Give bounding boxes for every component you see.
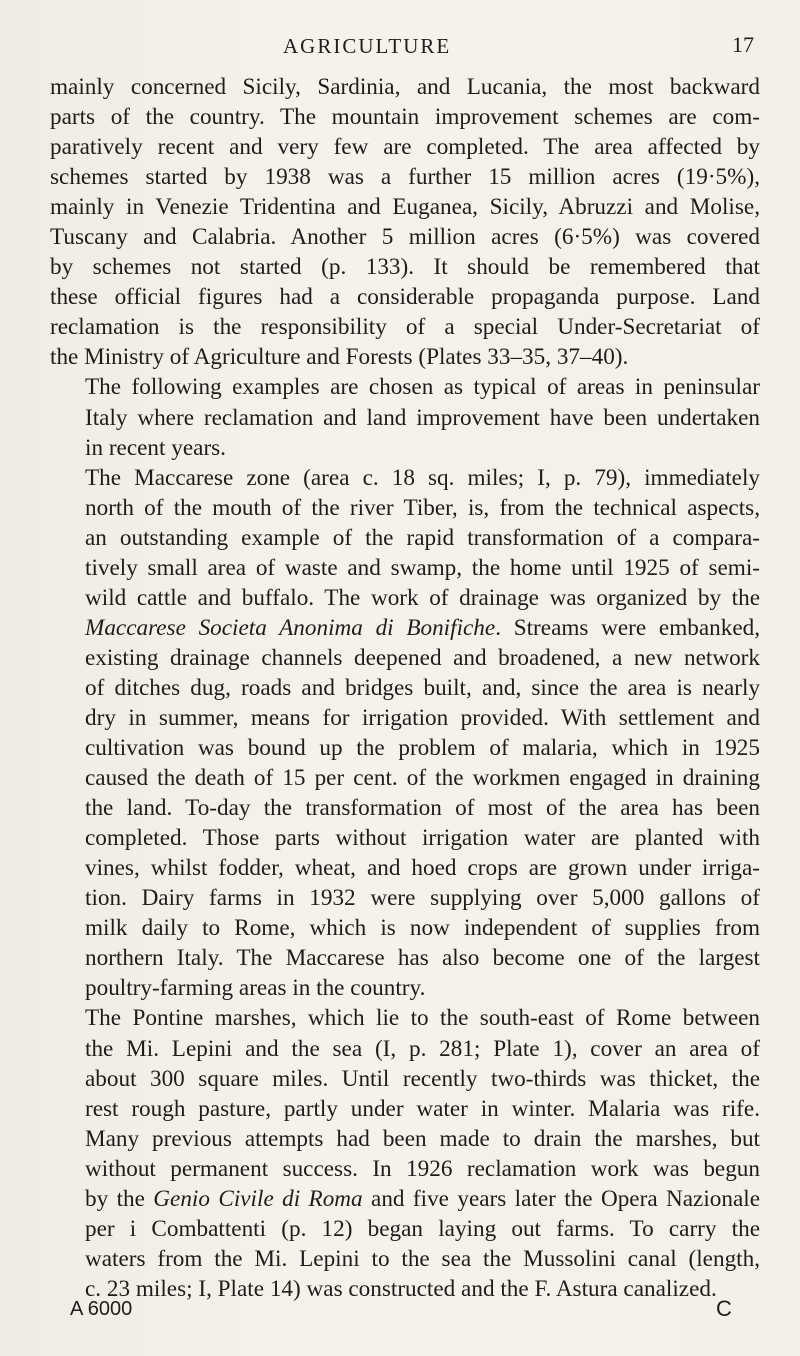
running-title: AGRICULTURE — [283, 34, 452, 58]
paragraph — [50, 1003, 760, 1303]
text-line: in recent years. — [85, 434, 226, 461]
text-line: schemes started by 1938 was a further 15 million acres (19·5%), — [50, 164, 760, 191]
text-line: cultivation was bound up the problem of malaria, which in 1925 — [85, 735, 760, 762]
paragraph — [50, 372, 760, 462]
text-line: wild cattle and buffalo. The work of drainage was organized by the — [85, 584, 760, 611]
paragraph — [50, 463, 760, 1004]
text-line: dry in summer, means for irrigation provided. With settlement and — [85, 704, 760, 731]
text-line: parts of the country. The mountain improvement schemes are com- — [50, 104, 760, 131]
text-line: caused the death of 15 per cent. of the workmen engaged in draining — [85, 765, 760, 792]
text-line: northern Italy. The Maccarese has also become one of the largest — [85, 945, 760, 972]
text-line: by schemes not started (p. 133). It should be remembered that — [50, 254, 760, 281]
text-line: tively small area of waste and swamp, the home until 1925 of semi- — [85, 554, 760, 581]
text-line: the land. To-day the transformation of most of the area has been — [85, 795, 760, 822]
text-line: the Ministry of Agriculture and Forests (Plates 33–35, 37–40). — [50, 344, 629, 371]
text-line: c. 23 miles; I, Plate 14) was constructed and the F. Astura canalized. — [85, 1275, 717, 1302]
text-line: per i Combattenti (p. 12) began laying out farms. To carry the — [85, 1215, 760, 1242]
text-line: The Maccarese zone (area c. 18 sq. miles; I, p. 79), immediately — [85, 464, 760, 491]
text-line: waters from the Mi. Lepini to the sea the Mussolini canal (length, — [85, 1245, 760, 1272]
body-text — [50, 72, 760, 1304]
text-line: Italy where reclamation and land improvement have been undertaken — [85, 404, 760, 431]
text-line: north of the mouth of the river Tiber, is, from the technical aspects, — [85, 494, 760, 521]
text-line: mainly concerned Sicily, Sardinia, and Lucania, the most backward — [50, 74, 760, 100]
text-line: an outstanding example of the rapid transformation of a compara- — [85, 524, 760, 551]
text-line: milk daily to Rome, which is now independent of supplies from — [85, 915, 760, 942]
text-line: mainly in Venezie Tridentina and Euganea, Sicily, Abruzzi and Molise, — [50, 194, 760, 221]
text-line: Tuscany and Calabria. Another 5 million acres (6·5%) was covered — [50, 224, 760, 251]
text-line: these official figures had a considerable propaganda purpose. Land — [50, 284, 760, 311]
gathering-mark: C — [716, 1296, 732, 1321]
page-number: 17 — [732, 32, 754, 57]
text-line: the Mi. Lepini and the sea (I, p. 281; Plate 1), cover an area of — [85, 1035, 760, 1062]
text-line: completed. Those parts without irrigation water are planted with — [85, 825, 760, 852]
text-line: Maccarese Societa Anonima di Bonifiche. Streams were embanked, — [85, 614, 760, 641]
text-line: rest rough pasture, partly under water in winter. Malaria was rife. — [85, 1095, 760, 1122]
text-line: The Pontine marshes, which lie to the south-east of Rome between — [85, 1005, 760, 1032]
text-line: existing drainage channels deepened and broadened, a new network — [85, 644, 760, 671]
paragraph — [50, 72, 760, 372]
text-line: about 300 square miles. Until recently two-thirds was thicket, the — [85, 1065, 760, 1092]
text-line: poultry-farming areas in the country. — [85, 975, 426, 1002]
text-line: without permanent success. In 1926 reclamation work was begun — [85, 1155, 760, 1182]
text-line: vines, whilst fodder, wheat, and hoed crops are grown under irriga- — [85, 855, 760, 882]
signature-mark: A 6000 — [70, 1298, 133, 1320]
text-line: by the Genio Civile di Roma and five years later the Opera Nazionale — [85, 1185, 760, 1212]
text-line: reclamation is the responsibility of a special Under-Secretariat of — [50, 314, 760, 341]
text-line: paratively recent and very few are completed. The area affected by — [50, 134, 760, 161]
text-line: The following examples are chosen as typical of areas in peninsular — [85, 374, 760, 401]
text-line: Many previous attempts had been made to drain the marshes, but — [85, 1125, 760, 1152]
text-line: of ditches dug, roads and bridges built, and, since the area is nearly — [85, 674, 760, 701]
text-line: tion. Dairy farms in 1932 were supplying over 5,000 gallons of — [85, 885, 760, 912]
